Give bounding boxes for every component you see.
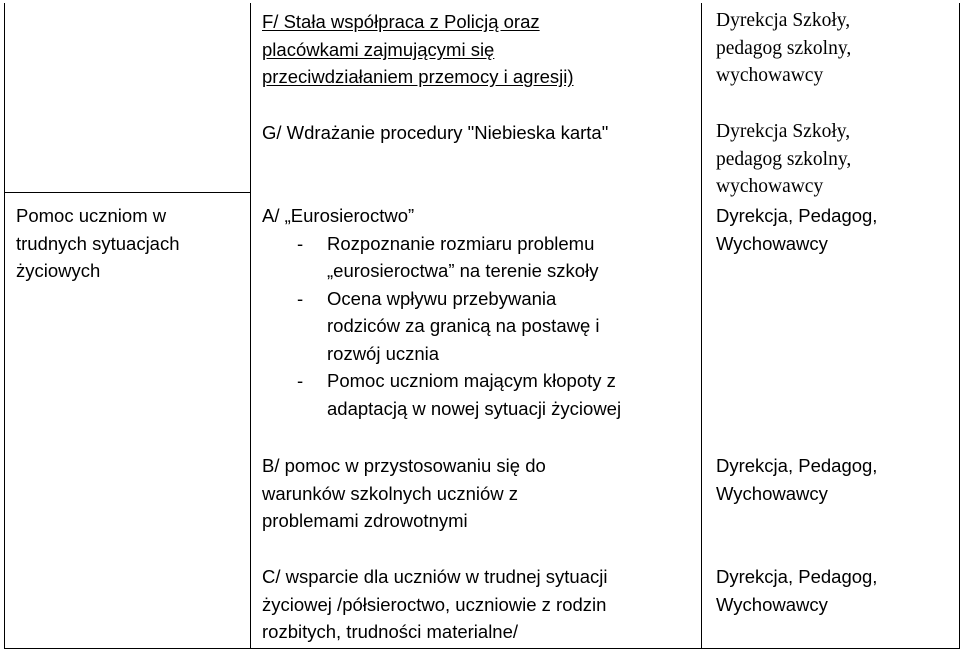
text-line: adaptacją w nowej sytuacji życiowej (327, 397, 622, 419)
text-line: trudnych sytuacjach (16, 232, 180, 254)
row-c-activity (262, 563, 607, 646)
text-line: Dyrekcja, Pedagog, (716, 205, 878, 226)
text-line: G/ Wdrażanie procedury "Niebieska karta" (262, 122, 609, 143)
text-line: wychowawcy (716, 176, 824, 197)
text-line: Wychowawcy (716, 482, 828, 504)
text-line: życiowych (16, 260, 101, 281)
category-cell (16, 202, 180, 285)
text-line: pedagog szkolny, (716, 148, 852, 170)
column-divider-1 (250, 3, 251, 648)
text-line: Rozpoznanie rozmiaru problemu (327, 232, 595, 254)
text-line: Wychowawcy (716, 593, 828, 615)
text-line: życiowej /półsieroctwo, uczniowie z rodzin (262, 593, 607, 615)
bullet-item (297, 230, 621, 285)
text-line: Dyrekcja Szkoły, (716, 121, 851, 142)
row-a-activity (262, 202, 621, 422)
text-line: C/ wsparcie dla uczniów w trudnej sytuacji (262, 566, 608, 587)
text-line: rodziców za granicą na postawę i (327, 315, 600, 336)
text-line: Wychowawcy (716, 232, 828, 254)
text-line: rozbitych, trudności materialne/ (262, 621, 519, 642)
text-line: problemami zdrowotnymi (262, 510, 468, 531)
row-g-responsible (716, 118, 851, 201)
dash-marker: - (297, 287, 304, 309)
row-a-responsible (716, 202, 877, 257)
row-f-responsible (716, 7, 851, 90)
row-f-activity (262, 8, 574, 91)
text-line: B/ pomoc w przystosowaniu się do (262, 455, 546, 476)
row-divider (5, 192, 251, 193)
column-divider-2 (701, 3, 702, 648)
row-c-responsible (716, 563, 877, 618)
text-line: Dyrekcja, Pedagog, (716, 455, 878, 476)
text-line: placówkami zajmującymi się (262, 38, 495, 60)
section-heading: A/ „Eurosieroctwo” (262, 205, 415, 226)
bullet-item (297, 367, 621, 422)
text-line: przeciwdziałaniem przemocy i agresji) (262, 66, 574, 87)
text-line: pedagog szkolny, (716, 37, 852, 59)
text-line: Pomoc uczniom w (16, 205, 167, 226)
dash-marker: - (297, 232, 304, 254)
row-b-responsible (716, 452, 877, 507)
text-line: „eurosieroctwa” na terenie szkoły (327, 260, 599, 281)
text-line: Dyrekcja Szkoły, (716, 10, 851, 31)
text-line: rozwój ucznia (327, 342, 440, 364)
text-line: wychowawcy (716, 65, 824, 86)
bullet-item (297, 285, 621, 368)
dash-marker: - (297, 370, 304, 391)
text-line: Ocena wpływu przebywania (327, 287, 557, 309)
text-line: Pomoc uczniom mającym kłopoty z (327, 370, 616, 391)
text-line: warunków szkolnych uczniów z (262, 482, 519, 504)
row-b-activity (262, 452, 546, 535)
text-line: F/ Stała współpraca z Policją oraz (262, 11, 540, 32)
text-line: Dyrekcja, Pedagog, (716, 566, 878, 587)
row-g-activity (262, 119, 608, 147)
